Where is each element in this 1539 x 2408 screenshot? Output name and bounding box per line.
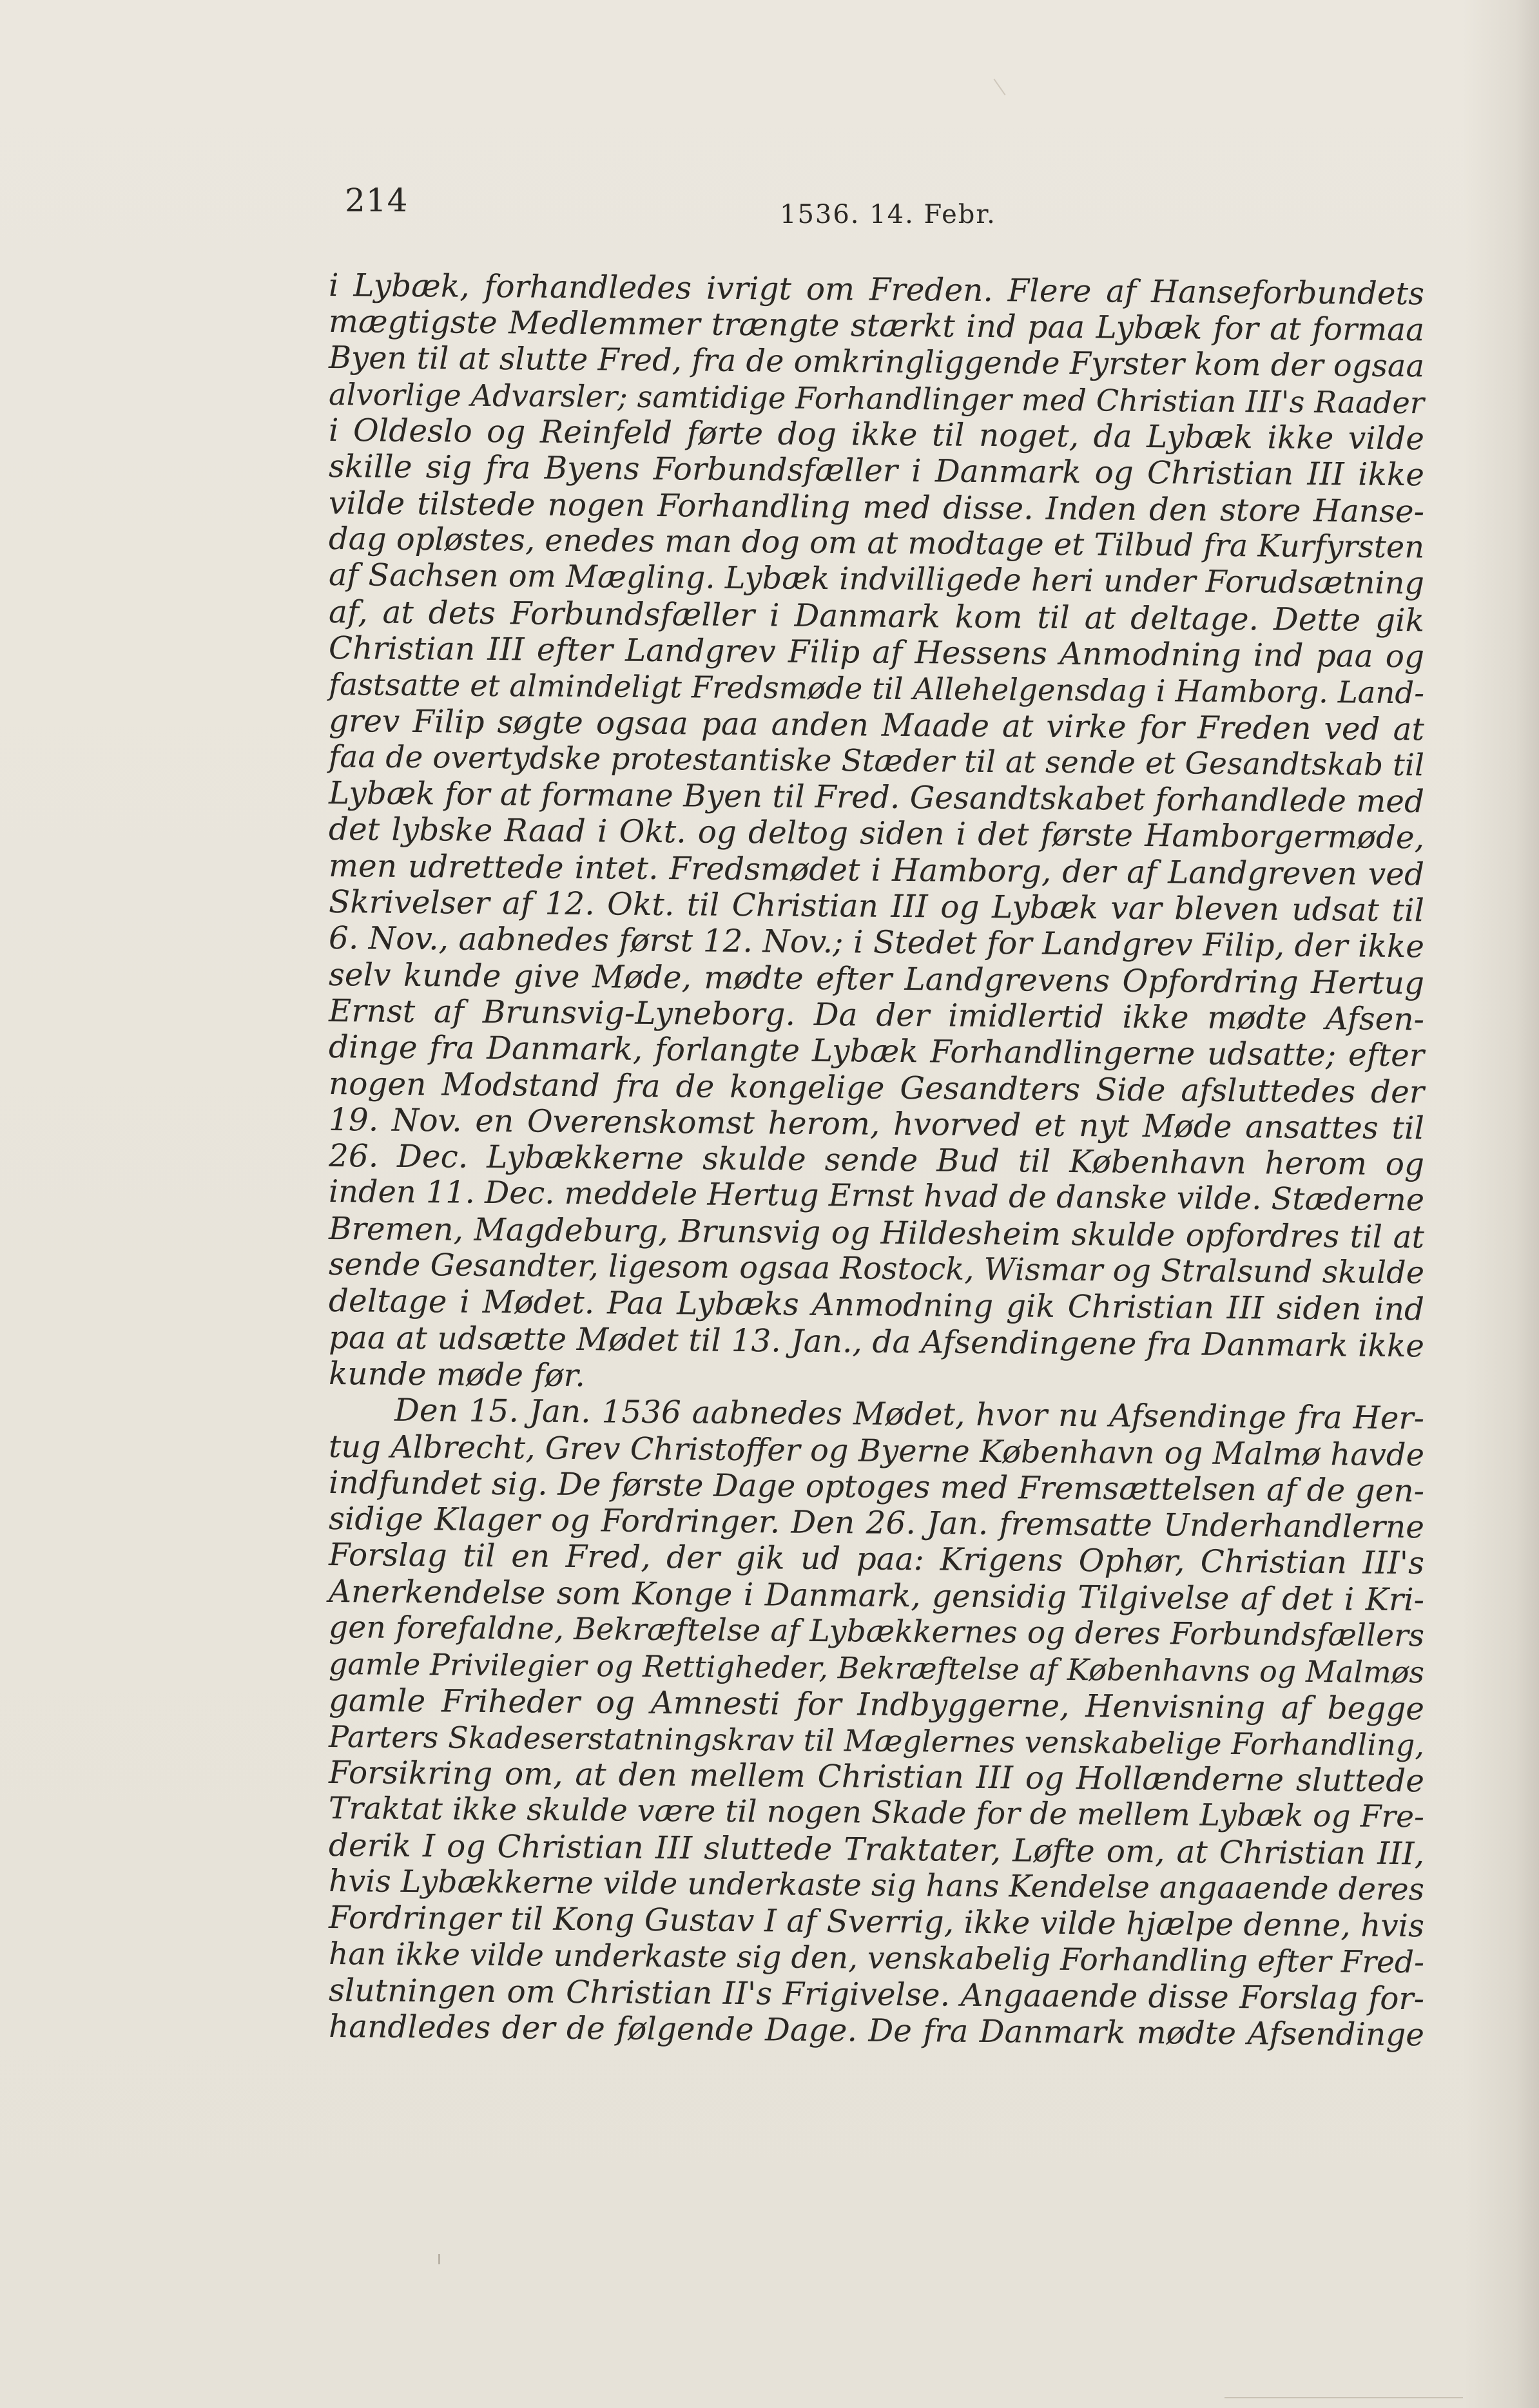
text-line: fastsatte et almindeligt Fredsmøde til Allehelgensdag i Hamborg. Land- (329, 667, 1424, 711)
paper-mark (994, 79, 1006, 95)
running-title: 1536. 14. Febr. (780, 200, 996, 229)
text-line: Lybæk for at formane Byen til Fred. Gesandtskabet forhandlede med (329, 775, 1424, 820)
text-line: men udrettede intet. Fredsmødet i Hamborg, der af Landgreven ved (329, 847, 1424, 893)
body-text (329, 267, 1424, 2054)
text-line: dinge fra Danmark, forlangte Lybæk Forhandlingerne udsatte; efter (329, 1029, 1424, 1074)
page-edge-line (1224, 2397, 1463, 2398)
text-line: inden 11. Dec. meddele Hertug Ernst hvad de danske vilde. Stæderne (329, 1174, 1424, 1218)
text-line: i Lybæk, forhandledes ivrigt om Freden. Flere af Hanseforbundets (329, 267, 1424, 313)
text-line: sidige Klager og Fordringer. Den 26. Jan. fremsatte Underhandlerne (329, 1501, 1424, 1546)
text-line: tug Albrecht, Grev Christoffer og Byerne København og Malmø havde (329, 1428, 1424, 1473)
text-line: han ikke vilde underkaste sig den, venskabelig Forhandling efter Fred- (329, 1936, 1424, 1981)
text-line: Byen til at slutte Fred, fra de omkringliggende Fyrster kom der ogsaa (329, 340, 1424, 384)
text-line: handledes der de følgende Dage. De fra Danmark mødte Afsendinge (329, 2008, 1424, 2054)
text-line: det lybske Raad i Okt. og deltog siden i det første Hamborgermøde, (329, 811, 1424, 856)
text-line: Parters Skadeserstatningskrav til Mæglernes venskabelige Forhandling, (329, 1719, 1424, 1763)
text-line: Forsikring om, at den mellem Christian III og Hollænderne sluttede (329, 1755, 1424, 1800)
page-number: 214 (345, 182, 409, 219)
text-line: Bremen, Magdeburg, Brunsvig og Hildesheim skulde opfordres til at (329, 1210, 1424, 1256)
text-line: af Sachsen om Mægling. Lybæk indvilligede heri under Forudsætning (329, 557, 1424, 602)
text-line: Christian III efter Landgrev Filip af Hessens Anmodning ind paa og (329, 630, 1424, 675)
text-line: grev Filip søgte ogsaa paa anden Maade at virke for Freden ved at (329, 702, 1424, 747)
text-line: alvorlige Advarsler; samtidige Forhandlinger med Christian III's Raader (329, 376, 1424, 421)
text-line: Fordringer til Kong Gustav I af Sverrig, ikke vilde hjælpe denne, hvis (329, 1900, 1424, 1945)
text-line: i Oldeslo og Reinfeld førte dog ikke til noget, da Lybæk ikke vilde (329, 412, 1424, 458)
text-line: deltage i Mødet. Paa Lybæks Anmodning gik Christian III siden ind (329, 1283, 1424, 1328)
text-line: af, at dets Forbundsfæller i Danmark kom til at deltage. Dette gik (329, 593, 1424, 639)
text-line: nogen Modstand fra de kongelige Gesandters Side afsluttedes der (329, 1065, 1424, 1110)
text-line: mægtigste Medlemmer trængte stærkt ind paa Lybæk for at formaa (329, 303, 1424, 349)
text-line: skille sig fra Byens Forbundsfæller i Danmark og Christian III ikke (329, 448, 1424, 494)
text-line: derik I og Christian III sluttede Traktater, Løfte om, at Christian III, (329, 1827, 1424, 1873)
text-line: sende Gesandter, ligesom ogsaa Rostock, Wismar og Stralsund skulde (329, 1247, 1424, 1291)
paragraph-start-line: Den 15. Jan. 1536 aabnedes Mødet, hvor nu Afsendinge fra Her- (394, 1392, 1424, 1437)
text-line: Ernst af Brunsvig-Lyneborg. Da der imidlertid ikke mødte Afsen- (329, 992, 1424, 1038)
text-line: dag opløstes, enedes man dog om at modtage et Tilbud fra Kurfyrsten (329, 521, 1424, 566)
paragraph-end-line: kunde møde før. (329, 1355, 585, 1394)
text-line: Skrivelser af 12. Okt. til Christian III og Lybæk var bleven udsat til (329, 884, 1424, 929)
text-line: 26. Dec. Lybækkerne skulde sende Bud til København herom og (329, 1138, 1424, 1183)
text-line: paa at udsætte Mødet til 13. Jan., da Afsendingene fra Danmark ikke (329, 1319, 1424, 1364)
paper-speck (438, 2254, 440, 2264)
text-line: 19. Nov. en Overenskomst herom, hvorved et nyt Møde ansattes til (329, 1101, 1424, 1147)
text-line: Traktat ikke skulde være til nogen Skade for de mellem Lybæk og Fre- (329, 1791, 1424, 1835)
text-line: Anerkendelse som Konge i Danmark, gensidig Tilgivelse af det i Kri- (329, 1573, 1424, 1619)
text-line: 6. Nov., aabnedes først 12. Nov.; i Stedet for Landgrev Filip, der ikke (329, 920, 1424, 965)
page-fold-shadow (1463, 0, 1539, 2408)
text-line: Forslag til en Fred, der gik ud paa: Krigens Ophør, Christian III's (329, 1537, 1424, 1582)
text-line: indfundet sig. De første Dage optoges med Fremsættelsen af de gen- (329, 1464, 1424, 1510)
text-line: vilde tilstede nogen Forhandling med disse. Inden den store Hanse- (329, 485, 1424, 530)
text-line: gen forefaldne, Bekræftelse af Lybækkernes og deres Forbundsfællers (329, 1609, 1424, 1654)
text-line: selv kunde give Møde, mødte efter Landgrevens Opfordring Hertug (329, 956, 1424, 1001)
text-line: faa de overtydske protestantiske Stæder til at sende et Gesandtskab til (329, 738, 1424, 784)
text-line: slutningen om Christian II's Frigivelse. Angaaende disse Forslag for- (329, 1972, 1424, 2018)
text-line: gamle Privilegier og Rettigheder, Bekræftelse af Københavns og Malmøs (329, 1646, 1424, 1690)
text-line: hvis Lybækkerne vilde underkaste sig hans Kendelse angaaende deres (329, 1864, 1424, 1908)
text-line: gamle Friheder og Amnesti for Indbyggerne, Henvisning af begge (329, 1682, 1424, 1727)
